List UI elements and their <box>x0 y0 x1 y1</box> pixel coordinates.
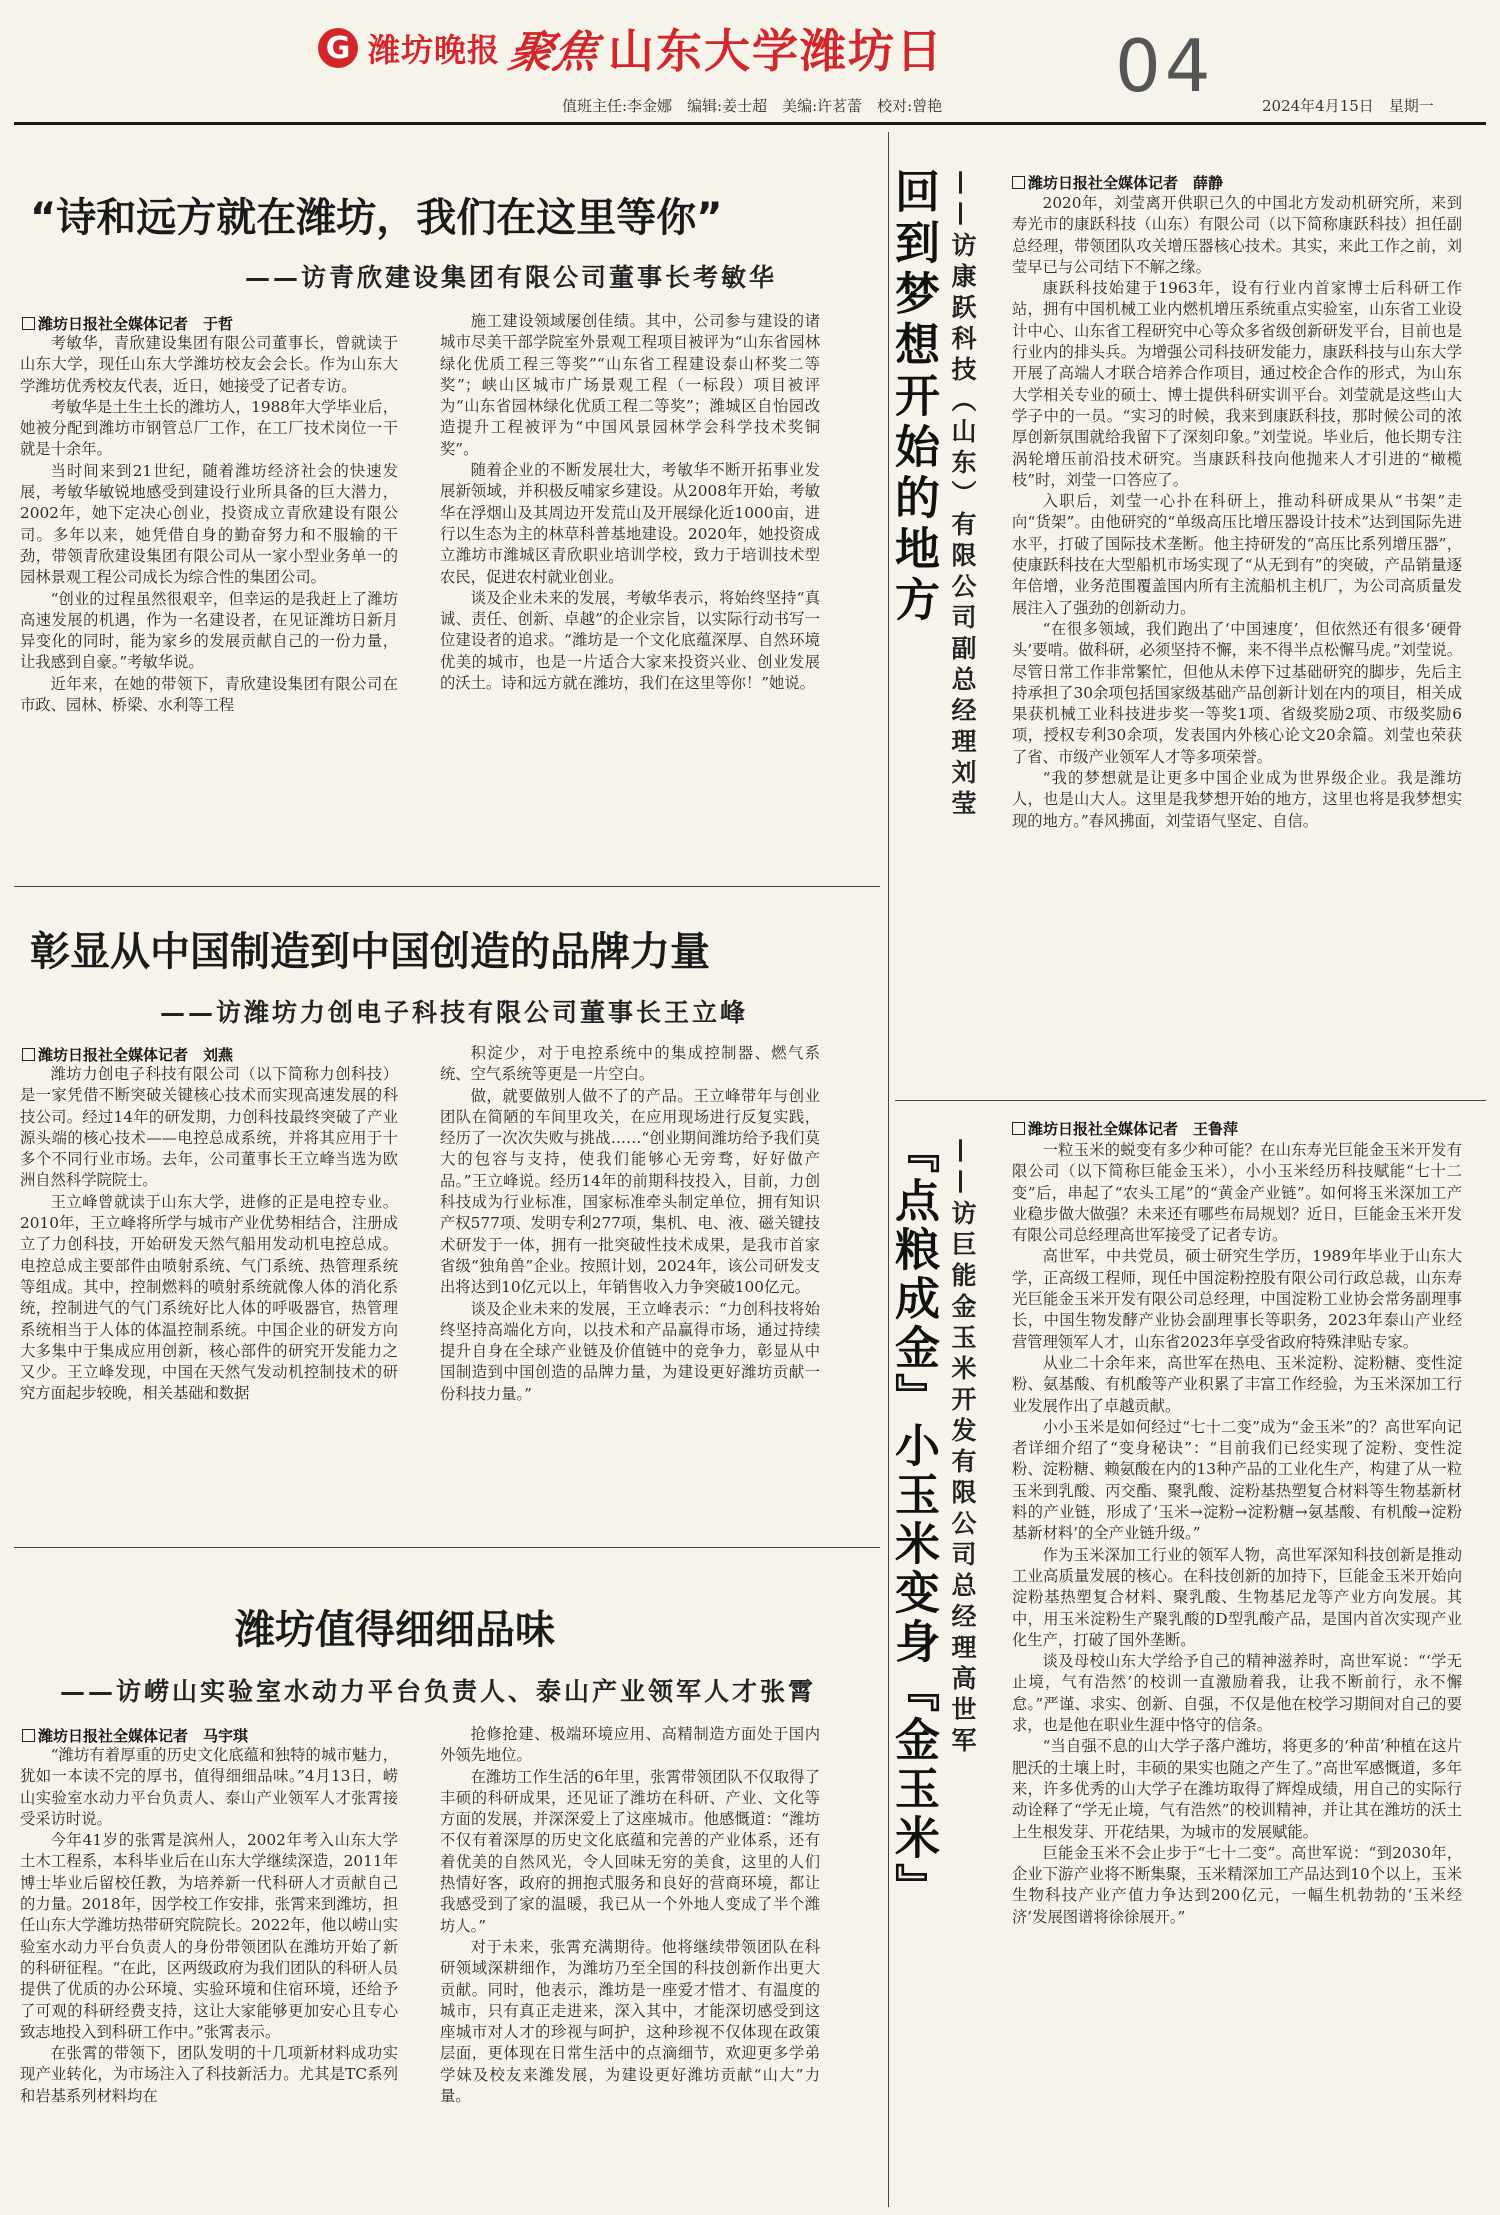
paragraph: 谈及母校山东大学给予自己的精神滋养时，高世军说：“‘学无止境，气有浩然’的校训一直激励着我，让我不断前行，永不懈怠。”严谨、求实、创新、自强，不仅是他在校学习期间对自己的要求，也是他在职业生涯中恪守的信条。 <box>1012 1652 1462 1735</box>
newspaper-name: 潍坊晚报 <box>368 31 501 69</box>
byline <box>22 1044 233 1065</box>
article-subtitle: ——访潍坊力创电子科技有限公司董事长王立峰 <box>160 998 749 1027</box>
column-name: 聚焦 <box>504 27 602 78</box>
paragraph: “潍坊有着厚重的历史文化底蕴和独特的城市魅力，犹如一本读不完的厚书，值得细细品味。”4月13日，崂山实验室水动力平台负责人、泰山产业领军人才张霄接受采访时说。 <box>20 1746 398 1828</box>
article-title-vertical: 回到梦想开始的地方 <box>887 168 940 627</box>
paragraph: 今年41岁的张霄是滨州人，2002年考入山东大学土木工程系，本科毕业后在山东大学继续深造，2011年博士毕业后留校任教，为培养新一代科研人才贡献自己的力量。2018年，因学校工作安排，张霄来到潍坊，担任山东大学潍坊热带研究院院长。2022年，他以崂山实验室水动力平台负责人的身份带领团队在潍坊开始了新的科研征程。“在此，区两级政府为我们团队的科研人员提供了优质的办公环境、实验环境和住宿环境，还给予了可观的科研经费支持，这让大家能够更加安心且专心致志地投入到科研工作中。”张霄表示。 <box>20 1831 398 2041</box>
masthead-logo <box>318 18 944 78</box>
paragraph: 谈及企业未来的发展，王立峰表示：“力创科技将始终坚持高端化方向，以技术和产品赢得市场，通过持续提升自身在全球产业链及价值链中的竞争力，彰显从中国制造到中国创造的品牌力量，为建设更好潍坊贡献一份科技力量。” <box>440 1299 820 1403</box>
byline-text: 潍坊日报社全媒体记者 薛静 <box>1028 174 1224 192</box>
paragraph: 康跃科技始建于1963年，设有行业内首家博士后科研工作站，拥有中国机械工业内燃机增压系统重点实验室，山东省工业设计中心、山东省工程研究中心等众多省级创新研发平台，目前也是行业内的排头兵。为增强公司科技研发能力，康跃科技与山东大学开展了高端人才联合培养合作项目，通过校企合作的形式，为山东大学相关专业的硕士、博士提供科研实训平台。刘莹就是这些山大学子中的一员。“实习的时候，我来到康跃科技，那时候公司的浓厚创新氛围就给我留下了深刻印象。”刘莹说。毕业后，他长期专注涡轮增压前沿技术研究。当康跃科技向他抛来人才引进的“橄榄枝”时，刘莹一口答应了。 <box>1012 279 1462 489</box>
article-title: 潍坊值得细细品味 <box>235 1607 555 1653</box>
paragraph: 近年来，在她的带领下，青欣建设集团有限公司在市政、园林、桥梁、水利等工程 <box>20 674 398 715</box>
article-subtitle-vertical: ——访康跃科技（山东）有限公司副总经理刘莹 <box>948 170 977 821</box>
paragraph: 小小玉米是如何经过“七十二变”成为“金玉米”的？高世军向记者详细介绍了“变身秘诀”：“目前我们已经实现了淀粉、变性淀粉、淀粉糖、赖氨酸在内的13种产品的工业化生产，构建了从一粒玉米到乳酸、丙交酯、聚乳酸、淀粉基热塑复合材料等生物基新材料的产业链，形成了‘玉米→淀粉→淀粉糖→氨基酸、有机酸→淀粉基新材料’的全产业链升级。” <box>1012 1417 1462 1543</box>
paragraph: 王立峰曾就读于山东大学，进修的正是电控专业。2010年，王立峰将所学与城市产业优势相结合，注册成立了力创科技，开始研发天然气船用发动机电控总成。电控总成主要部件由喷射系统、气门系统、热管理系统等组成。其中，控制燃料的喷射系统就像人体的消化系统，控制进气的气门系统好比人体的呼吸器官，热管理系统相当于人体的体温控制系统。中国企业的研发方向大多集中于集成应用创新，核心部件的研究开发能力之又少。王立峰发现，中国在天然气发动机控制技术的研究方面起步较晚，相关基础和数据 <box>20 1192 398 1403</box>
header-rule <box>14 122 1486 125</box>
paragraph: 考敏华，青欣建设集团有限公司董事长，曾就读于山东大学，现任山东大学潍坊校友会会长。作为山东大学潍坊优秀校友代表，近日，她接受了记者专访。 <box>20 334 398 395</box>
byline-box-icon <box>22 317 35 330</box>
paragraph: 对于未来，张霄充满期待。他将继续带领团队在科研领域深耕细作，为潍坊乃至全国的科技创新作出更大贡献。同时，他表示，潍坊是一座爱才惜才、有温度的城市，只有真正走进来，深入其中，才能深切感受到这座城市对人才的珍视与呵护，这种珍视不仅体现在政策层面，更体现在日常生活中的点滴细节，欢迎更多学弟学妹及校友来潍发展，为建设更好潍坊贡献“山大”力量。 <box>440 1937 820 2106</box>
paragraph: “在很多领域，我们跑出了‘中国速度’，但依然还有很多‘硬骨头’要啃。做科研，必须坚持不懈，来不得半点松懈马虎。”刘莹说。尽管日常工作非常繁忙，但他从未停下过基础研究的脚步，先后主持承担了30余项包括国家级基础产品创新计划在内的项目，相关成果获机械工业科技进步奖一等奖1项、省级奖励2项、市级奖励6项，授权专利30余项，发表国内外核心论文20余篇。刘莹也荣获了省、市级产业领军人才等多项荣誉。 <box>1012 619 1462 766</box>
paragraph: 施工建设领域屡创佳绩。其中，公司参与建设的诸城市尽美干部学院室外景观工程项目被评为“山东省园林绿化优质工程三等奖”“山东省工程建设泰山杯奖二等奖”；峡山区城市广场景观工程（一标段）项目被评为“山东省园林绿化优质工程二等奖”；潍城区自怡园改造提升工程被评为“中国风景园林学会科学技术奖铜奖”。 <box>440 312 820 458</box>
article-subtitle: ——访青欣建设集团有限公司董事长考敏华 <box>245 263 778 292</box>
byline-box-icon <box>1012 1122 1025 1135</box>
paragraph: 从业二十余年来，高世军在热电、玉米淀粉、淀粉糖、变性淀粉、氨基酸、有机酸等产业积累了丰富工作经验，为玉米深加工行业发展作出了卓越贡献。 <box>1012 1353 1462 1415</box>
byline-box-icon <box>22 1729 35 1742</box>
article-subtitle-vertical: ——访巨能金玉米开发有限公司总经理高世军 <box>948 1138 977 1758</box>
byline-text: 潍坊日报社全媒体记者 刘燕 <box>38 1046 234 1064</box>
page-number: 04 <box>1115 24 1215 108</box>
paragraph: 积淀少，对于电控系统中的集成控制器、燃气系统、空气系统等更是一片空白。 <box>440 1044 820 1084</box>
article-body-col-2 <box>440 1043 820 1533</box>
article-body <box>1012 1140 1462 2208</box>
article-body-col-2 <box>440 1724 820 2207</box>
paragraph: 2020年，刘莹离开供职已久的中国北方发动机研究所，来到寿光市的康跃科技（山东）有限公司（以下简称康跃科技）担任副总经理，带领团队攻关增压器核心技术。其实，来此工作之前，刘莹早已与公司结下不解之缘。 <box>1012 194 1462 276</box>
paragraph: 在张霄的带领下，团队发明的十几项新材料成功实现产业转化，为市场注入了科技新活力。尤其是TC系列和岩基系列材料均在 <box>20 2044 398 2105</box>
section-divider <box>14 886 880 887</box>
paragraph: 入职后，刘莹一心扑在科研上，推动科研成果从“书架”走向“货架”。由他研究的“单级高压比增压器设计技术”达到国际先进水平，打破了国际技术垄断。他主持研发的“高压比系列增压器”，使康跃科技在大型船机市场实现了“从无到有”的突破，产品销量逐年倍增，业务范围覆盖国内所有主流船机主机厂，为公司高质量发展注入了强劲的创新动力。 <box>1012 492 1462 617</box>
paragraph: 一粒玉米的蜕变有多少种可能？在山东寿光巨能金玉米开发有限公司（以下简称巨能金玉米），小小玉米经历科技赋能“七十二变”后，串起了“农头工尾”的“黄金产业链”。如何将玉米深加工产业稳步做大做强？未来还有哪些布局规划？近日，巨能金玉米开发有限公司总经理高世军接受了记者专访。 <box>1012 1141 1462 1245</box>
article-title: 彰显从中国制造到中国创造的品牌力量 <box>30 929 710 975</box>
paragraph: 做，就要做别人做不了的产品。王立峰带年与创业团队在简陋的车间里攻关，在应用现场进行反复实践，经历了一次次失败与挑战……“创业期间潍坊给予我们莫大的包容与支持，使我们能够心无旁骛，好好做产品。”王立峰说。经历14年的前期科技投入，目前，力创科技成为行业标准，国家标准牵头制定单位，拥有知识产权577项、发明专利277项，集机、电、液、磁关键技术研发于一体，拥有一批突破性技术成果，是我市首家省级“独角兽”企业。按照计划，2024年，该公司研发支出将达到10亿元以上，年销售收入力争突破100亿元。 <box>440 1086 820 1297</box>
byline-text: 潍坊日报社全媒体记者 于哲 <box>38 315 234 333</box>
staff-credits: 值班主任:李金娜 编辑:姜士超 美编:许茗蕾 校对:曾艳 <box>562 97 943 115</box>
paragraph: 作为玉米深加工行业的领军人物，高世军深知科技创新是推动工业高质量发展的核心。在科技创新的加持下，巨能金玉米开始向淀粉基热塑复合材料、聚乳酸、生物基尼龙等产业方向发展。其中，用玉米淀粉生产聚乳酸的D型乳酸产品，是国内首次实现产业化生产，打破了国外垄断。 <box>1012 1545 1462 1649</box>
paragraph: 当时间来到21世纪，随着潍坊经济社会的快速发展，考敏华敏锐地感受到建设行业所具备的巨大潜力，2002年，她下定决心创业，投资成立青欣建设有限公司。多年以来，她凭借自身的勤奋努力和不服输的干劲，带领青欣建设集团有限公司从一家小型业务单一的园林景观工程公司成长为综合性的集团公司。 <box>20 461 398 587</box>
byline <box>22 1725 248 1746</box>
newspaper-logo-icon: G <box>318 28 358 68</box>
paragraph: 随着企业的不断发展壮大，考敏华不断开拓事业发展新领域，并积极反哺家乡建设。从2008年开始，考敏华在浮烟山及其周边开发荒山及开展绿化近1000亩，进行以生态为主的林草科普基地建设。2020年，她投资成立潍坊市潍城区青欣职业培训学校，致力于培训技术型农民，促进农村就业创业。 <box>440 461 820 586</box>
article-body-col-2 <box>440 311 820 851</box>
byline-text: 潍坊日报社全媒体记者 王鲁萍 <box>1028 1120 1239 1138</box>
byline <box>22 313 233 334</box>
paragraph: 巨能金玉米不会止步于“七十二变”。高世军说：“到2030年，企业下游产业将不断集聚，玉米精深加工产品达到10个以上，玉米生物科技产业产值力争达到200亿元，一幅生机勃勃的‘玉米经济’发展图谱将徐徐展开。” <box>1012 1843 1462 1926</box>
paragraph: 潍坊力创电子科技有限公司（以下简称力创科技）是一家凭借不断突破关键核心技术而实现高速发展的科技公司。经过14年的研发期，力创科技最终突破了产业源头端的核心技术——电控总成系统，并将其应用于十多个不同行业市场。去年，公司董事长王立峰当选为欧洲自然科学院院士。 <box>20 1065 398 1190</box>
paragraph: 在潍坊工作生活的6年里，张霄带领团队不仅取得了丰硕的科研成果，还见证了潍坊在科研、产业、文化等方面的发展，并深深爱上了这座城市。他感慨道：“潍坊不仅有着深厚的历史文化底蕴和完善的产业体系，还有着优美的自然风光，令人回味无穷的美食，这里的人们热情好客，政府的拥抱式服务和良好的营商环境，都让我感受到了家的温暖，我已从一个外地人变成了半个潍坊人。” <box>440 1767 820 1935</box>
byline-text: 潍坊日报社全媒体记者 马宇琪 <box>38 1727 249 1745</box>
article-title-vertical: 『点粮成金』小玉米变身『金玉米』 <box>887 1128 940 1912</box>
article-body-col-1 <box>20 1064 398 1534</box>
byline <box>1012 1118 1238 1139</box>
paragraph: 谈及企业未来的发展，考敏华表示，将始终坚持“真诚、责任、创新、卓越”的企业宗旨，以实际行动书写一位建设者的追求。“潍坊是一个文化底蕴深厚、自然环境优美的城市，也是一片适合大家来投资兴业、创业发展的沃土。诗和远方就在潍坊，我们在这里等你！”她说。 <box>440 588 820 693</box>
article-body <box>1012 193 1462 1070</box>
article-subtitle: ——访崂山实验室水动力平台负责人、泰山产业领军人才张霄 <box>60 1677 817 1706</box>
article-title: “诗和远方就在潍坊，我们在这里等你” <box>30 195 723 241</box>
paragraph: 高世军，中共党员，硕士研究生学历，1989年毕业于山东大学，正高级工程师，现任中国淀粉控股有限公司行政总裁，山东寿光巨能金玉米开发有限公司总经理，中国淀粉工业协会常务副理事长，中国生物发酵产业协会副理事长等职务，2023年泰山产业经营管理领军人才，山东省2023年享受省政府特殊津贴专家。 <box>1012 1247 1462 1351</box>
paragraph: “当自强不息的山大学子落户潍坊，将更多的‘种苗’种植在这片肥沃的土壤上时，丰硕的果实也随之产生了。”高世军感慨道，多年来，许多优秀的山大学子在潍坊取得了辉煌成绩，用自己的实际行动诠释了“学无止境，气有浩然”的校训精神，并让其在潍坊的沃土上生根发芽、开花结果，为城市的发展赋能。 <box>1012 1737 1462 1841</box>
page-topic: 山东大学潍坊日 <box>608 24 945 78</box>
paragraph: “创业的过程虽然很艰辛，但幸运的是我赶上了潍坊高速发展的机遇，作为一名建设者，在见证潍坊日新月异变化的同时，能为家乡的发展贡献自己的一份力量，让我感到自豪。”考敏华说。 <box>20 589 398 672</box>
paragraph: “我的梦想就是让更多中国企业成为世界级企业。我是潍坊人，也是山大人。这里是我梦想开始的地方，这里也将是我梦想实现的地方。”春风拂面，刘莹语气坚定、自信。 <box>1012 769 1462 830</box>
article-body-col-1 <box>20 333 398 848</box>
section-divider <box>895 1100 1486 1101</box>
paragraph: 考敏华是土生土长的潍坊人，1988年大学毕业后，她被分配到潍坊市钢管总厂工作，在工厂技术岗位一干就是十余年。 <box>20 397 398 459</box>
byline <box>1012 172 1223 193</box>
article-body-col-1 <box>20 1745 398 2207</box>
section-divider <box>14 1547 880 1548</box>
paragraph: 抢修抢建、极端环境应用、高精制造方面处于国内外领先地位。 <box>440 1725 820 1765</box>
issue-date: 2024年4月15日 星期一 <box>1262 97 1434 115</box>
byline-box-icon <box>1012 176 1025 189</box>
byline-box-icon <box>22 1048 35 1061</box>
